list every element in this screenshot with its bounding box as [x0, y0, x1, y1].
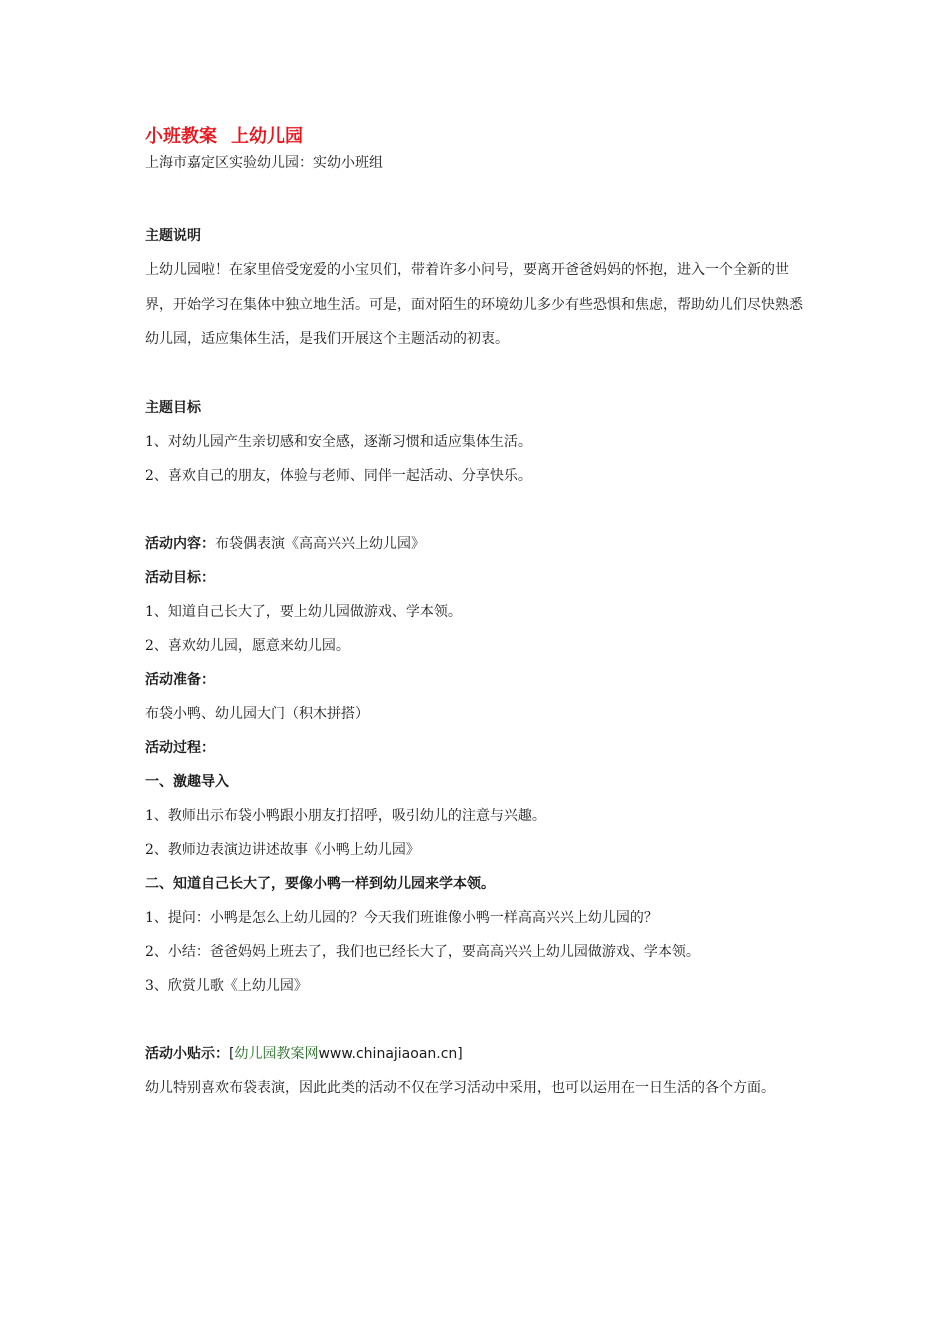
step2-heading: 二、知道自己长大了，要像小鸭一样到幼儿园来学本领。	[145, 875, 495, 892]
theme-desc-text: 上幼儿园啦！在家里倍受宠爱的小宝贝们，带着许多小问号，要离开爸爸妈妈的怀抱，进入一个全新的世界，开始学习在集体中独立地生活。可是，面对陌生的环境幼儿多少有些恐惧和焦虑，帮助幼儿们尽快熟悉幼儿园，适应集体生活，是我们开展这个主题活动的初衷。	[145, 262, 803, 347]
tips-line	[145, 1037, 815, 1071]
activity-prep-label: 活动准备：	[145, 671, 215, 688]
theme-desc-heading: 主题说明	[145, 228, 201, 244]
step2-item: 2、小结：爸爸妈妈上班去了，我们也已经长大了，要高高兴兴上幼儿园做游戏、学本领。	[145, 943, 700, 960]
activity-process-label: 活动过程：	[145, 739, 215, 756]
theme-goals-heading: 主题目标	[145, 399, 201, 416]
activity-goal-item: 2、喜欢幼儿园，愿意来幼儿园。	[145, 637, 350, 654]
tips-text: 幼儿特别喜欢布袋表演，因此此类的活动不仅在学习活动中采用，也可以运用在一日生活的各个方面。	[145, 1079, 775, 1096]
activity-content-label: 活动内容：	[145, 535, 215, 552]
activity-content-value: 布袋偶表演《高高兴兴上幼儿园》	[215, 535, 425, 552]
document-page	[145, 126, 815, 1105]
document-subtitle: 上海市嘉定区实验幼儿园：实幼小班组	[145, 155, 383, 171]
step1-item: 2、教师边表演边讲述故事《小鸭上幼儿园》	[145, 841, 420, 858]
tips-bracket-open: [	[229, 1045, 235, 1062]
theme-goal-item: 1、对幼儿园产生亲切感和安全感，逐渐习惯和适应集体生活。	[145, 433, 532, 450]
activity-content	[145, 527, 815, 561]
step1-heading: 一、激趣导入	[145, 773, 229, 790]
tips-site-url[interactable]: www.chinajiaoan.cn	[318, 1045, 458, 1062]
activity-goals-label: 活动目标：	[145, 569, 215, 586]
title-part2: 上幼儿园	[231, 126, 303, 147]
step1-item: 1、教师出示布袋小鸭跟小朋友打招呼，吸引幼儿的注意与兴趣。	[145, 807, 546, 824]
tips-label: 活动小贴示：	[145, 1045, 229, 1062]
document-title	[145, 126, 815, 148]
title-part1: 小班教案	[145, 126, 217, 147]
tips-bracket-close: ]	[457, 1045, 463, 1062]
theme-goal-item: 2、喜欢自己的朋友，体验与老师、同伴一起活动、分享快乐。	[145, 467, 532, 484]
activity-prep-value: 布袋小鸭、幼儿园大门（积木拼搭）	[145, 705, 369, 722]
step2-item: 1、提问：小鸭是怎么上幼儿园的？今天我们班谁像小鸭一样高高兴兴上幼儿园的？	[145, 909, 658, 926]
tips-site-name[interactable]: 幼儿园教案网	[234, 1045, 319, 1062]
activity-goal-item: 1、知道自己长大了，要上幼儿园做游戏、学本领。	[145, 603, 462, 620]
step2-item: 3、欣赏儿歌《上幼儿园》	[145, 977, 308, 994]
